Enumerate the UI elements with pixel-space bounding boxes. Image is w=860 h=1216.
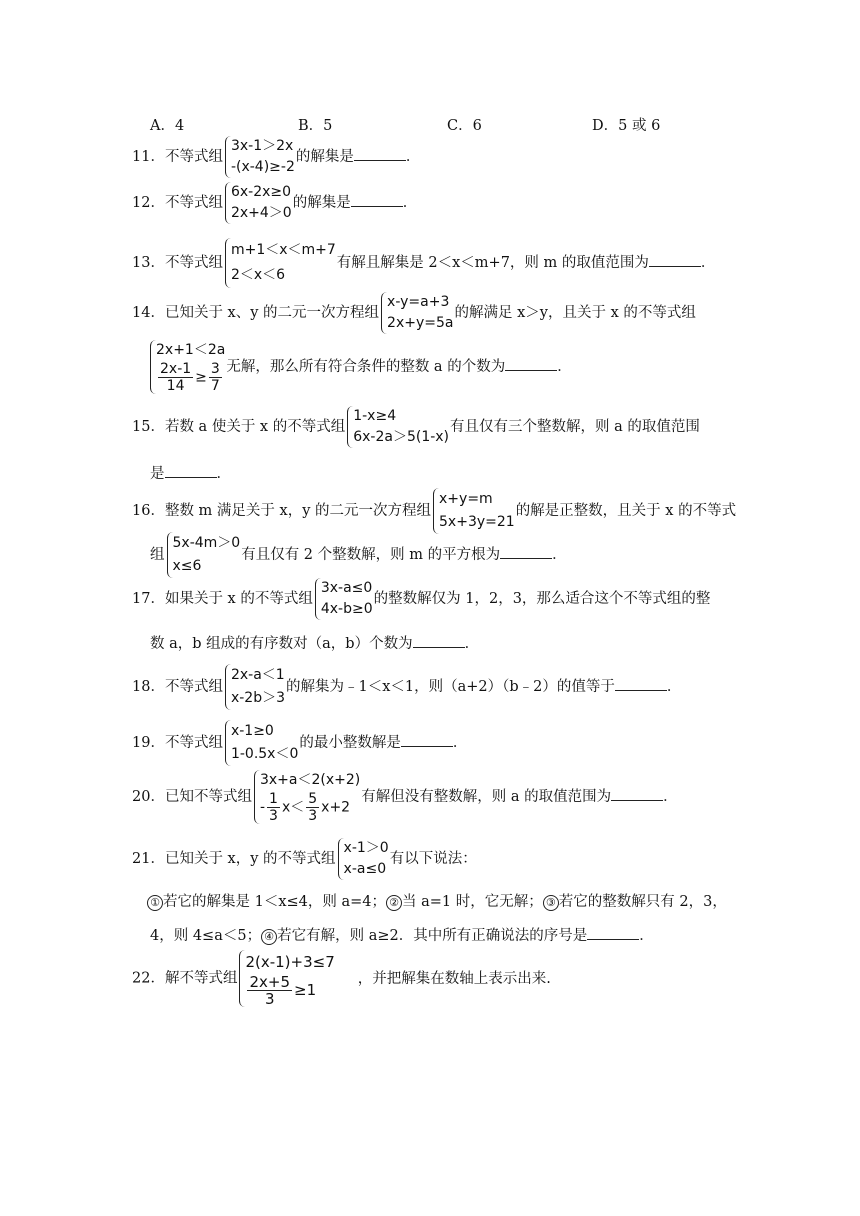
period: ．: [216, 466, 231, 482]
question-18: [132, 664, 681, 710]
equation: 6x-2x≥0: [230, 184, 292, 200]
equation: 2x+y=5a: [387, 315, 454, 331]
inequality-system: [338, 838, 389, 880]
question-17: [132, 578, 710, 620]
numerator: 5: [308, 791, 318, 807]
question-text: 的整数解仅为 1，2，3，那么适合这个不等式组的整: [373, 591, 711, 607]
expression: x+2: [321, 799, 351, 816]
equation: 6x-2a＞5(1-x): [353, 429, 450, 445]
question-20: [132, 770, 678, 824]
equation: 2(x-1)+3≤7: [245, 953, 335, 971]
question-text: 有解且解集是 2＜x＜m+7，则 m 的取值范围为: [336, 255, 649, 271]
equation: 2x-a＜1: [230, 667, 285, 683]
option-d: D．5 或 6: [592, 118, 661, 134]
equation: x-2b＞3: [230, 690, 285, 706]
question-text: 不等式组: [164, 255, 223, 271]
relation: ≥1: [294, 981, 317, 999]
option-c: C．6: [447, 118, 482, 134]
inequality-system: [225, 136, 295, 178]
question-number: 20．: [132, 789, 165, 805]
question-16-cont: [150, 532, 567, 578]
option-b: B．5: [298, 118, 333, 134]
period: ．: [464, 636, 480, 652]
question-17-cont: [150, 632, 479, 653]
period: ．: [405, 149, 421, 165]
question-text: ，并把解集在数轴上表示出来.: [357, 970, 551, 987]
equation: 5x+3y=21: [439, 514, 515, 530]
period: ．: [663, 789, 678, 805]
equation: m+1＜x＜m+7: [230, 242, 336, 258]
fraction: [247, 974, 292, 1007]
denominator: 3: [269, 808, 278, 824]
fraction: [306, 791, 319, 824]
answer-blank[interactable]: [351, 194, 403, 207]
inequality-system: [239, 950, 334, 1007]
answer-blank[interactable]: [615, 678, 667, 691]
question-text: 有且仅有三个整数解，则 a 的取值范围: [450, 419, 700, 435]
equation-system: [433, 488, 515, 534]
relation: x＜: [281, 799, 305, 816]
question-number: 15．: [132, 419, 165, 435]
question-text: 如果关于 x 的不等式组: [164, 591, 313, 607]
question-text: 不等式组: [164, 195, 223, 211]
question-text: 的解是正整数，且关于 x 的不等式: [515, 503, 737, 519]
question-text: 组: [150, 547, 165, 563]
fraction: [267, 791, 280, 824]
question-12: [132, 182, 417, 224]
question-number: 18．: [132, 679, 165, 695]
period: ．: [666, 679, 682, 695]
question-11: [132, 136, 420, 178]
period: ．: [402, 195, 418, 211]
equation: 3x-a≤0: [320, 580, 373, 596]
numerator: 3: [210, 361, 220, 377]
question-text: 不等式组: [164, 735, 223, 751]
equation: x-1≥0: [230, 723, 274, 739]
statement-2: 当 a=1 时，它无解；: [402, 894, 543, 910]
answer-blank[interactable]: [500, 546, 552, 559]
answer-blank[interactable]: [649, 254, 701, 267]
numerator: 2x+5: [249, 973, 290, 991]
question-number: 17．: [132, 591, 165, 607]
fraction: [158, 361, 193, 394]
period: ．: [639, 928, 654, 944]
relation: ≥: [195, 369, 207, 386]
question-text: 的解集是: [292, 195, 351, 211]
inequality-system: [315, 578, 373, 620]
equation: -(x-4)≥-2: [230, 159, 295, 175]
equation: 4x-b≥0: [320, 601, 373, 617]
equation: x≤6: [172, 558, 202, 574]
numerator: 2x-1: [160, 361, 192, 377]
answer-blank[interactable]: [401, 734, 453, 747]
question-15: [132, 406, 700, 448]
fraction-inequality: [245, 974, 334, 1007]
question-text: 若数 a 使关于 x 的不等式组: [164, 419, 346, 435]
question-21-line2: [147, 890, 727, 911]
inequality-system: [254, 770, 360, 824]
question-number: 22．: [132, 970, 165, 987]
question-21: [132, 838, 477, 880]
answer-blank[interactable]: [165, 465, 217, 478]
numerator: 1: [269, 791, 278, 807]
equation: 2x+1＜2a: [156, 342, 226, 358]
question-text: 已知关于 x，y 的不等式组: [164, 851, 336, 867]
inequality-system: [225, 182, 292, 224]
statement-3: 若它的整数解只有 2，3，: [558, 894, 727, 910]
period: ．: [552, 547, 567, 563]
question-text: 不等式组: [164, 679, 223, 695]
equation: 5x-4m＞0: [172, 535, 241, 551]
inequality-system: [347, 406, 449, 448]
equation-system: [381, 292, 453, 334]
answer-blank[interactable]: [354, 148, 406, 161]
question-number: 11．: [132, 149, 165, 165]
circled-number: ③: [543, 895, 559, 911]
inequality-system: [225, 720, 298, 766]
fraction-inequality: - $\frac{1}{3}$ x＜ $\frac{5}{3}$ x+2: [259, 791, 351, 824]
inequality-system: [225, 664, 285, 710]
question-text: 有解但没有整数解，则 a 的取值范围为: [361, 789, 612, 805]
statement-4: 若它有解，则 a≥2．其中所有正确说法的序号是: [277, 928, 588, 944]
question-16: [132, 488, 736, 534]
question-text: 无解，那么所有符合条件的整数 a 的个数为: [226, 359, 506, 375]
answer-blank[interactable]: [413, 635, 465, 648]
equation: 1-0.5x＜0: [230, 746, 299, 762]
question-19: [132, 720, 467, 766]
denominator: 14: [166, 378, 185, 394]
answer-blank[interactable]: [611, 788, 663, 801]
equation: 3x-1＞2x: [230, 138, 294, 154]
period: ．: [557, 359, 572, 375]
question-21-line3: [150, 924, 654, 945]
question-15-cont: [150, 462, 231, 483]
question-text: 有以下说法：: [389, 851, 477, 867]
question-text: 已知关于 x、y 的二元一次方程组: [164, 305, 380, 321]
question-22: [132, 950, 551, 1007]
period: ．: [700, 255, 716, 271]
question-text: 的解集为﹣1＜x＜1，则（a+2）（b﹣2）的值等于: [286, 679, 615, 695]
question-text: 已知不等式组: [164, 789, 252, 805]
question-number: 21．: [132, 851, 165, 867]
equation: x-1＞0: [343, 840, 389, 856]
answer-blank[interactable]: [505, 358, 557, 371]
statement-1: 若它的解集是 1＜x≤4，则 a=4；: [163, 894, 387, 910]
circled-number: ①: [147, 895, 163, 911]
question-14: [132, 292, 696, 334]
question-text: 的最小整数解是: [299, 735, 401, 751]
circled-number: ②: [386, 895, 402, 911]
question-text: 不等式组: [164, 149, 223, 165]
circled-number: ④: [261, 929, 277, 945]
equation: x-a≤0: [343, 861, 387, 877]
question-text: 解不等式组: [164, 970, 238, 987]
question-number: 19．: [132, 735, 165, 751]
question-14-cont: [148, 340, 572, 394]
question-text: 是: [150, 466, 165, 482]
equation: x+y=m: [439, 491, 493, 507]
inequality-system: [150, 340, 225, 394]
equation: 3x+a＜2(x+2): [259, 772, 361, 788]
fraction-inequality: [156, 361, 225, 394]
question-number: 14．: [132, 305, 165, 321]
inequality-system: [167, 532, 241, 578]
equation: x-y=a+3: [387, 294, 450, 310]
denominator: 7: [210, 378, 220, 394]
answer-blank[interactable]: [587, 927, 639, 940]
question-number: 16．: [132, 503, 165, 519]
question-text: 整数 m 满足关于 x，y 的二元一次方程组: [164, 503, 432, 519]
option-a: A．4: [150, 118, 185, 134]
question-text: 的解满足 x＞y，且关于 x 的不等式组: [454, 305, 696, 321]
question-text: 的解集是: [295, 149, 354, 165]
question-13: [132, 238, 715, 288]
inequality-system: [225, 238, 336, 288]
question-text: 数 a，b 组成的有序数对（a，b）个数为: [150, 636, 413, 652]
period: ．: [452, 735, 468, 751]
question-number: 12．: [132, 195, 165, 211]
question-text: 有且仅有 2 个整数解，则 m 的平方根为: [241, 547, 501, 563]
question-number: 13．: [132, 255, 165, 271]
equation: 2＜x＜6: [230, 267, 286, 283]
equation: 2x+4＞0: [230, 205, 292, 221]
denominator: 3: [264, 990, 275, 1008]
fraction: [209, 361, 222, 394]
denominator: 3: [308, 808, 318, 824]
statement-3-cont: 4，则 4≤a＜5；: [150, 928, 262, 944]
equation: 1-x≥4: [353, 408, 397, 424]
